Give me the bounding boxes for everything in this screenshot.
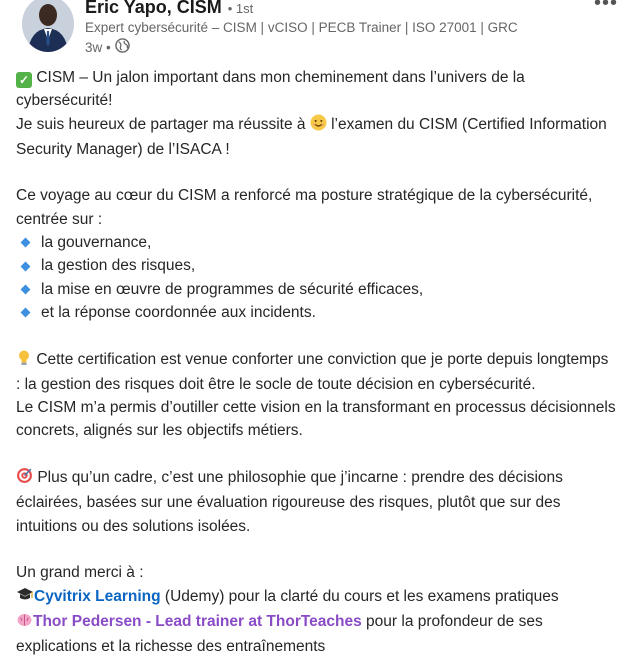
check-mark-icon: ✓ [16, 72, 32, 88]
post-header [0, 0, 624, 60]
graduation-cap-icon [16, 587, 34, 610]
post-paragraph-2: Ce voyage au cœur du CISM a renforcé ma posture stratégique de la cybersécurité, centrée sur : [16, 187, 593, 228]
blue-diamond-icon [21, 284, 31, 294]
author-headline: Expert cybersécurité – CISM | vCISO | PECB Trainer | ISO 27001 | GRC [85, 20, 518, 35]
smile-icon [310, 114, 327, 138]
thanks-line-1: Cyvitrix Learning (Udemy) pour la clarté du cours et les examens pratiques [16, 585, 616, 610]
light-bulb-icon [16, 349, 32, 373]
more-options-icon[interactable]: ••• [593, 0, 618, 14]
author-name[interactable]: Eric Yapo, CISM [85, 0, 222, 17]
list-item: et la réponse coordonnée aux incidents. [16, 301, 616, 324]
blue-diamond-icon [21, 238, 31, 248]
post-body [16, 66, 616, 658]
post-paragraph-3b: Le CISM m’a permis d’outiller cette vision en la transformant en processus décisionnels concrets, alignés sur les objectifs métiers. [16, 399, 616, 440]
blue-diamond-icon [21, 308, 31, 318]
post-intro: ✓ CISM – Un jalon important dans mon cheminement dans l’univers de la cybersécurité! [16, 69, 525, 110]
post-paragraph-3: Cette certification est venue conforter une conviction que je porte depuis longtemps : la gestion des risques doit être le socle de toute décision en cybersécurité. [16, 350, 609, 393]
author-avatar[interactable] [22, 0, 74, 52]
post-intro-2: Je suis heureux de partager ma réussite à l’examen du CISM (Certified Information Security Manager) de l’ISACA ! [16, 115, 607, 158]
blue-diamond-icon [21, 261, 31, 271]
post-time: 3w • [85, 39, 111, 55]
thanks-heading: Un grand merci à : [16, 564, 144, 582]
thanks-line-2: Thor Pedersen - Lead trainer at ThorTeaches pour la profondeur de ses explications et la richesse des entraînements [16, 612, 543, 656]
list-item: la gouvernance, [16, 231, 616, 254]
mention-thor-pedersen[interactable]: Thor Pedersen - Lead trainer at ThorTeaches [33, 612, 362, 630]
target-icon [16, 467, 33, 491]
brain-icon [16, 612, 33, 635]
globe-icon [115, 38, 130, 56]
post-meta [85, 38, 130, 56]
post-paragraph-4: Plus qu’un cadre, c’est une philosophie que j’incarne : prendre des décisions éclairées, basées sur une évaluation rigoureuse des risques, plutôt que sur des intuitions ou des solutions isolées. [16, 469, 563, 535]
connection-degree: • 1st [227, 1, 254, 16]
mention-cyvitrix[interactable]: Cyvitrix Learning [34, 587, 161, 605]
list-item: la mise en œuvre de programmes de sécurité efficaces, [16, 278, 616, 301]
list-item: la gestion des risques, [16, 254, 616, 277]
